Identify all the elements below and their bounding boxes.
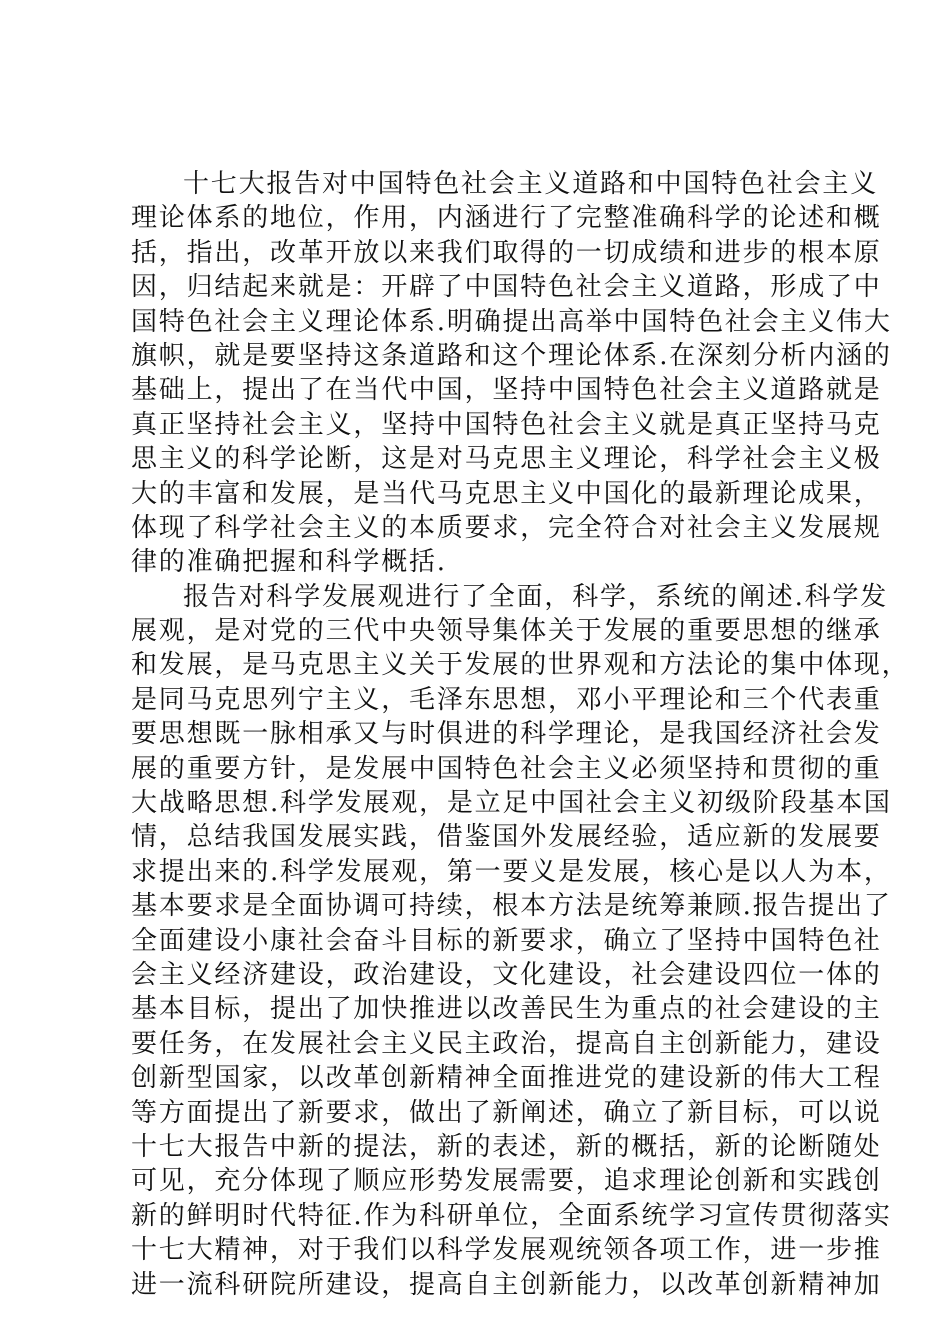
text-line: 括，指出，改革开放以来我们取得的一切成绩和进步的根本原 (131, 237, 882, 268)
text-line: 展观，是对党的三代中央领导集体关于发展的重要思想的继承 (131, 616, 882, 647)
text-line: 旗帜，就是要坚持这条道路和这个理论体系.在深刻分析内涵的 (131, 340, 892, 371)
text-line: 要任务，在发展社会主义民主政治，提高自主创新能力，建设 (131, 1028, 882, 1059)
text-line: 律的准确把握和科学概括. (131, 547, 447, 578)
text-line: 十七大报告对中国特色社会主义道路和中国特色社会主义 (183, 169, 879, 199)
text-line: 大战略思想.科学发展观，是立足中国社会主义初级阶段基本国 (131, 788, 892, 819)
text-line: 真正坚持社会主义，坚持中国特色社会主义就是真正坚持马克 (131, 409, 882, 440)
text-line: 可见，充分体现了顺应形势发展需要，追求理论创新和实践创 (131, 1166, 882, 1197)
text-line: 理论体系的地位，作用，内涵进行了完整准确科学的论述和概 (131, 203, 882, 234)
text-line: 情，总结我国发展实践，借鉴国外发展经验，适应新的发展要 (131, 822, 882, 853)
text-line: 创新型国家，以改革创新精神全面推进党的建设新的伟大工程 (131, 1063, 882, 1094)
text-line: 大的丰富和发展，是当代马克思主义中国化的最新理论成果， (131, 478, 882, 509)
text-line: 展的重要方针，是发展中国特色社会主义必须坚持和贯彻的重 (131, 753, 882, 784)
text-line: 十七大精神，对于我们以科学发展观统领各项工作，进一步推 (131, 1235, 882, 1266)
text-line: 是同马克思列宁主义，毛泽东思想，邓小平理论和三个代表重 (131, 684, 882, 715)
text-line: 求提出来的.科学发展观，第一要义是发展，核心是以人为本， (131, 856, 892, 887)
text-line: 十七大报告中新的提法，新的表述，新的概括，新的论断随处 (131, 1131, 882, 1162)
text-line: 基本目标，提出了加快推进以改善民生为重点的社会建设的主 (131, 994, 882, 1025)
text-line: 因，归结起来就是：开辟了中国特色社会主义道路，形成了中 (131, 272, 882, 303)
text-line: 体现了科学社会主义的本质要求，完全符合对社会主义发展规 (131, 512, 882, 543)
paragraph-1 (131, 167, 892, 580)
text-line: 和发展，是马克思主义关于发展的世界观和方法论的集中体现， (131, 650, 910, 681)
document-body (131, 167, 910, 1302)
text-line: 基本要求是全面协调可持续，根本方法是统筹兼顾.报告提出了 (131, 891, 892, 922)
text-line: 进一流科研院所建设，提高自主创新能力，以改革创新精神加 (131, 1269, 882, 1300)
text-line: 基础上，提出了在当代中国，坚持中国特色社会主义道路就是 (131, 375, 882, 406)
text-line: 全面建设小康社会奋斗目标的新要求，确立了坚持中国特色社 (131, 925, 882, 956)
text-line: 思主义的科学论断，这是对马克思主义理论，科学社会主义极 (131, 444, 882, 475)
text-line: 新的鲜明时代特征.作为科研单位，全面系统学习宣传贯彻落实 (131, 1200, 892, 1231)
text-line: 等方面提出了新要求，做出了新阐述，确立了新目标，可以说 (131, 1097, 882, 1128)
text-line: 要思想既一脉相承又与时俱进的科学理论，是我国经济社会发 (131, 719, 882, 750)
paragraph-2 (131, 580, 910, 1302)
text-line: 会主义经济建设，政治建设，文化建设，社会建设四位一体的 (131, 959, 882, 990)
text-line: 报告对科学发展观进行了全面，科学，系统的阐述.科学发 (183, 581, 889, 612)
text-line: 国特色社会主义理论体系.明确提出高举中国特色社会主义伟大 (131, 306, 892, 337)
